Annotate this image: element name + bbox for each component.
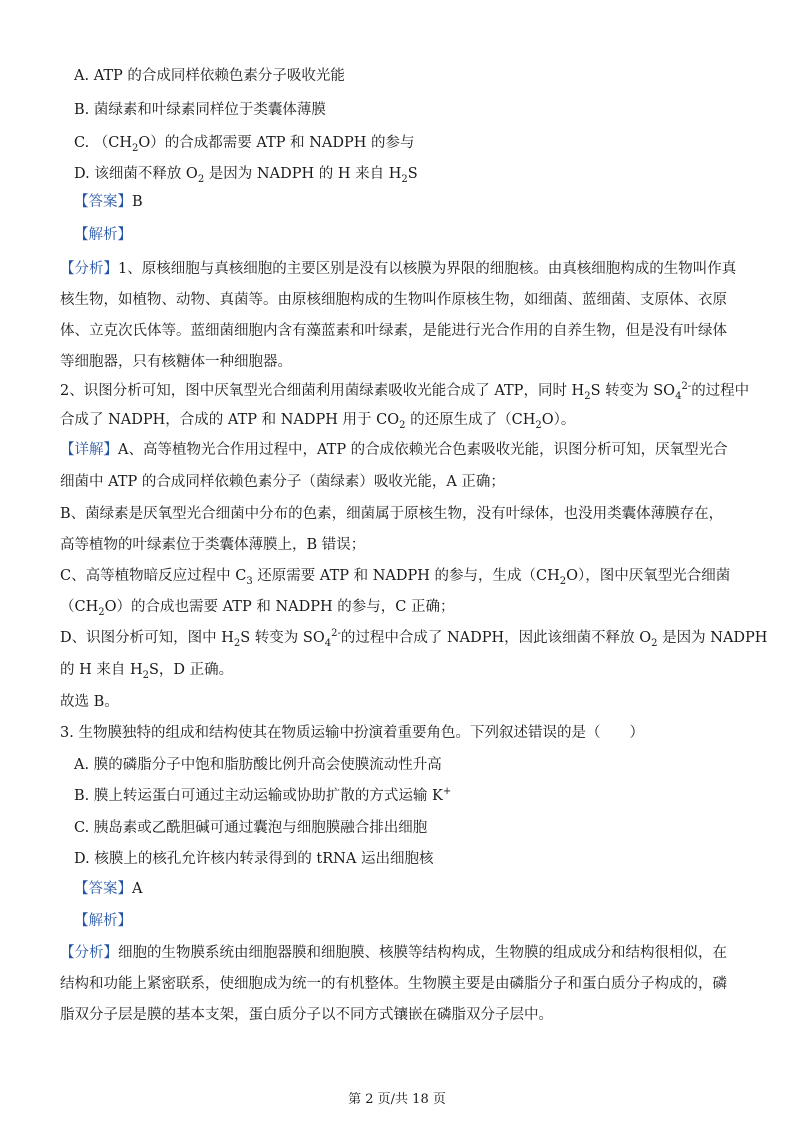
analysis-line: 等细胞器，只有核糖体一种细胞器。 (60, 354, 292, 370)
detail-line: 的 H 来自 $H_2S$，D 正确。 (60, 662, 234, 681)
detail-line: $(CH_2O)$的合成也需要 ATP 和 NADPH 的参与，C 正确； (60, 599, 455, 618)
q3-analysis-line: 【分析】细胞的生物膜系统由细胞器膜和细胞膜、核膜等结构构成，生物膜的组成成分和结构很相似，在 (60, 945, 727, 961)
analysis-line: 体、立克次氏体等。蓝细菌细胞内含有藻蓝素和叶绿素，是能进行光合作用的自养生物，但是没有叶绿体 (60, 323, 727, 339)
detail-line: D、识图分析可知，图中 $H_2S$ 转变为 $SO_4^{2-}$的过程中合成了 NADPH，因此该细菌不释放 $O_2$ 是因为 NADPH (60, 628, 768, 649)
detail-line: C、高等植物暗反应过程中 $C_3$ 还原需要 ATP 和 NADPH 的参与，生成$(CH_2O)$，图中厌氧型光合细菌 (60, 568, 731, 587)
option-d: D. 该细菌不释放 $O_2$ 是因为 NADPH 的 H 来自 $H_2S$ (74, 166, 418, 185)
conclusion: 故选 B。 (60, 694, 119, 710)
analysis-line: 【分析】1、原核细胞与真核细胞的主要区别是没有以核膜为界限的细胞核。由真核细胞构成的生物叫作真 (60, 261, 737, 277)
q3-option-a: A. 膜的磷脂分子中饱和脂肪酸比例升高会使膜流动性升高 (74, 757, 442, 773)
question-3-stem: 3. 生物膜独特的组成和结构使其在物质运输中扮演着重要角色。下列叙述错误的是（ ） (60, 725, 644, 741)
detail-line: B、菌绿素是厌氧型光合细菌中分布的色素，细菌属于原核生物，没有叶绿体，也没用类囊体薄膜存在， (60, 506, 724, 522)
q3-option-b: B. 膜上转运蛋白可通过主动运输或协助扩散的方式运输 K+ (74, 786, 452, 804)
answer-line: 【答案】B (74, 194, 143, 210)
detail-line: 高等植物的叶绿素位于类囊体薄膜上，B 错误； (60, 537, 366, 553)
detail-line: 细菌中 ATP 的合成同样依赖色素分子（菌绿素）吸收光能，A 正确； (60, 474, 505, 490)
option-a: A. ATP 的合成同样依赖色素分子吸收光能 (74, 68, 345, 84)
q3-analysis-line: 脂双分子层是膜的基本支架，蛋白质分子以不同方式镶嵌在磷脂双分子层中。 (60, 1007, 553, 1023)
detail-line: 【详解】A、高等植物光合作用过程中，ATP 的合成依赖光合色素吸收光能，识图分析可知，厌氧型光合 (60, 442, 728, 458)
option-c: C. $(CH_2O)$的合成都需要 ATP 和 NADPH 的参与 (74, 135, 415, 154)
q3-jiexi-heading: 【解析】 (74, 913, 132, 929)
analysis-line: 2、识图分析可知，图中厌氧型光合细菌利用菌绿素吸收光能合成了 ATP，同时 $H_2S$ 转变为 $SO_4^{2-}$的过程中 (60, 381, 750, 402)
jiexi-heading: 【解析】 (74, 227, 132, 243)
q3-answer-line: 【答案】A (74, 881, 143, 897)
analysis-line: 核生物，如植物、动物、真菌等。由原核细胞构成的生物叫作原核生物，如细菌、蓝细菌、支原体、衣原 (60, 292, 727, 308)
q3-option-c: C. 胰岛素或乙酰胆碱可通过囊泡与细胞膜融合排出细胞 (74, 820, 428, 836)
page-footer: 第 2 页/共 18 页 (348, 1092, 446, 1107)
analysis-line: 合成了 NADPH，合成的 ATP 和 NADPH 用于 $CO_2$ 的还原生成了$(CH_2O)$。 (60, 412, 576, 431)
q3-analysis-line: 结构和功能上紧密联系，使细胞成为统一的有机整体。生物膜主要是由磷脂分子和蛋白质分子构成的，磷 (60, 976, 727, 992)
option-b: B. 菌绿素和叶绿素同样位于类囊体薄膜 (74, 102, 326, 118)
q3-option-d: D. 核膜上的核孔允许核内转录得到的 tRNA 运出细胞核 (74, 851, 434, 867)
